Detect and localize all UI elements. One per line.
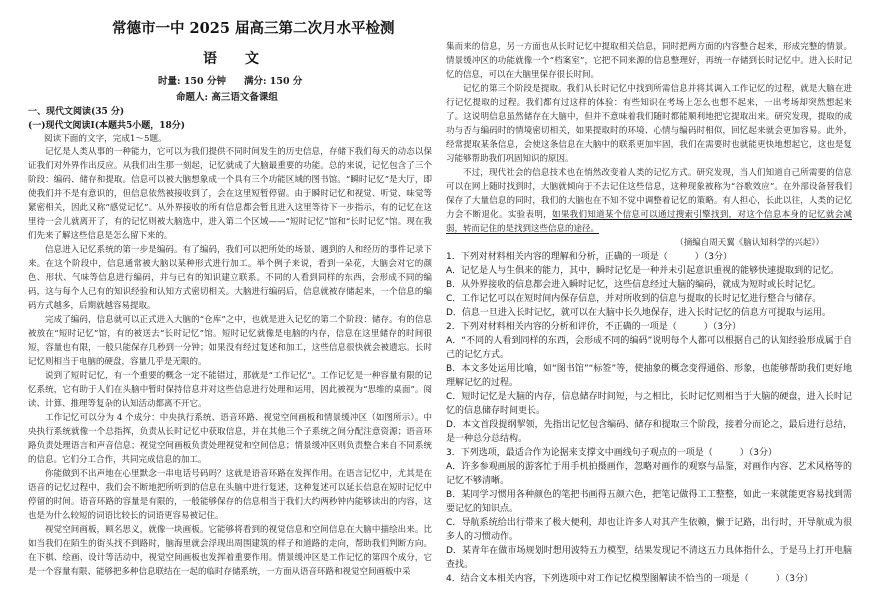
question-option: C．导航系统给出行带来了极大便利，却也让许多人对其产生依赖，懒于记路，出行时，开导航成为很多人的习惯动作。 xyxy=(446,518,852,542)
passage-paragraph-continued: 集而来的信息，另一方面也从长时记忆中提取相关信息，同时把两方面的内容整合起来，形成完整的情景。情景缓冲区的功能就像一个“档案室”，它把不同来源的信息整理好，再统一存储到长时记忆中。进入长时记忆的信息，可以在大脑里保存很长时间。 xyxy=(446,42,852,80)
section-subheading: (一)现代文阅读Ⅰ(本题共5小题，18分) xyxy=(28,121,186,131)
question-option: C．短时记忆是大脑的内存，信息储存时间短，与之相比，长时记忆则相当于大脑的硬盘，进入长时记忆的信息储存时间更长。 xyxy=(446,392,852,416)
exam-title: 常德市一中 2025 届高三第二次月水平检测 xyxy=(112,20,395,37)
question-option: A．许多参观画展的游客忙于用手机拍摄画作，忽略对画作的观察与品鉴，对画作内容、艺术风格等的记忆不够清晰。 xyxy=(446,462,852,486)
subject-title: 语 文 xyxy=(203,51,259,67)
question-option: B．某同学习惯用各种颜色的笔把书画得五颜六色，把笔记做得工工整整，如此一来就能更容易找到需要记忆的知识点。 xyxy=(446,490,852,514)
question-option: C．工作记忆可以在短时间内保存信息，并对所收到的信息与提取的长时记忆进行整合与储存。 xyxy=(446,294,822,304)
passage-paragraph: 信息进入记忆系统的第一步是编码。有了编码，我们可以把所处的场景、遇到的人和经历的事件记录下来。在这个阶段中，信息通常被大脑以某种形式进行加工。举个例子来说，看到一朵花，大脑会对它的颜色、形状、气味等信息进行编码，并与已有的知识建立联系。不同的人看到同样的东西，会形成不同的编码，这与每个人已有的知识经验和认知方式密切相关。大脑进行编码后，信息就被存储起来，一个信息的编码方式越多，后期就越容易提取。 xyxy=(28,245,432,311)
passage-paragraph: 你能做到不出声地在心里默念一串电话号码吗？这就是语音环路在发挥作用。在语言记忆中，尤其是在语音的记忆过程中，我们会不断地把所听到的信息在头脑中进行复述，这种复述可以延长信息在短时记忆中停留的时间。语音环路的容量是有限的，一般能够保存的信息相当于我们大约两秒钟内能够读出的内容，这也是为什么较短的词语比较长的词语更容易被记住。 xyxy=(28,469,432,521)
left-column xyxy=(28,145,432,595)
question-option: B．从外界接收的信息都会进入瞬时记忆，这些信息经过大脑的编码，就成为短时或长时记忆。 xyxy=(446,280,822,290)
passage-paragraph: 完成了编码，信息就可以正式进入大脑的“仓库”之中，也就是进入记忆的第二个阶段：储存。有的信息被放在“短时记忆”馆，有的被送去“长时记忆”馆。短时记忆就像是电脑的内存，信息在这里储存的时间很短，容量也有限，一般只能保存几秒到一分钟；如果没有经过复述和加工，这些信息很快就会被遗忘。长时记忆则相当于电脑的硬盘，容量几乎是无限的。 xyxy=(28,315,432,367)
question-stem: 2．下列对材料相关内容的分析和评价，不正确的一项是（ ）（3分） xyxy=(446,322,741,332)
section-heading: 一、现代文阅读(35 分) xyxy=(28,107,125,117)
right-column xyxy=(446,40,852,595)
passage-paragraph: 说到了短时记忆，有一个重要的概念一定不能错过，那就是“工作记忆”。工作记忆是一种容量有限的记忆系统，它有助于人们在头脑中暂时保持信息并对这些信息进行处理和运用，因此被视为“思维的桌面”。阅读、计算、推理等复杂的认知活动都离不开它。 xyxy=(28,371,432,409)
passage-text: 不过，现代社会的信息技术也在悄然改变着人类的记忆方式。研究发现，当人们知道自己所需要的信息可以在网上随时找到时，大脑就倾向于不去记住这些信息，这种现象被称为“谷歌效应”。在外部设备替我们保存了大量信息的同时，我们的大脑也在不知不觉中调整着记忆的策略。有人担心，长此以往，人类的记忆力会不断退化。实验表明， xyxy=(446,168,852,220)
passage-source: （摘编自周天翼《脑认知科学的兴起》） xyxy=(675,238,824,248)
passage-paragraph: 视觉空间画板，顾名思义，就像一块画板。它能够将看到的视觉信息和空间信息在大脑中描绘出来。比如当我们在陌生的街头找不到路时，脑海里就会浮现出周围建筑的样子和道路的走向，帮助我们判断方向。在下棋、绘画、设计等活动中，视觉空间画板也发挥着重要作用。情景缓冲区是工作记忆的第四个成分，它是一个容量有限、能够把多种信息联结在一起的临时存储系统，一方面从语音环路和视觉空间画板中采 xyxy=(28,525,432,577)
question-option: D．信息一旦进入长时记忆，就可以在大脑中长久地保存，进入长时记忆的信息方可提取与运用。 xyxy=(446,308,831,318)
passage-paragraph: 记忆是人类从事的一种能力，它可以为我们提供不同时间发生的历史信息，存储下我们每天的动态以保证我们对外界作出反应。从我们出生那一刻起，记忆就成了大脑最重要的功能。总的来说，记忆包含了三个阶段：编码、储存和提取。信息可以被大脑想象成一个具有三个功能区域的图书馆。“瞬时记忆”是大厅，即使我们并不是有意识的，但信息依然被接收到了，会在这里短暂停留。由于瞬时记忆和视觉、听觉、味觉等紧密相关，因此又称“感觉记忆”。从外界接收的所有信息都会暂且进入这里等待下一步指示，有的记忆在这里待一会儿就离开了，有的记忆则被大脑选中，进入第二个区域——“短时记忆”馆和“长时记忆”馆。现在我们先来了解这些信息是怎么留下来的。 xyxy=(28,147,432,241)
passage-paragraph-last xyxy=(446,166,852,236)
question-stem: 4．结合文本相关内容，下列选项中对工作记忆模型图解读不恰当的一项是（ ）（3分） xyxy=(446,574,813,584)
question-stem: 3．下列选项，最适合作为论据来支撑文中画线句子观点的一项是（ ）（3分） xyxy=(446,448,777,458)
question-option: A．“不同的人看到同样的东西，会形成不同的编码”说明每个人都可以根据自己的认知经验形成属于自己的记忆方式。 xyxy=(446,336,852,360)
question-list xyxy=(446,250,852,586)
question-option: D．本文首段提纲挈领，先指出记忆包含编码、储存和提取三个阶段，接着分而论之，最后进行总结，是一种总分总结构。 xyxy=(446,420,852,444)
exam-author: 命题人: 高三语文备课组 xyxy=(176,92,278,103)
passage-paragraph: 记忆的第三个阶段是提取。我们从长时记忆中找到所需信息并将其调入工作记忆的过程，就是大脑在进行记忆提取的过程。我们都有过这样的体验：有些知识在考场上怎么也想不起来，一出考场却突然想起来了。这说明信息虽然储存在大脑中，但并不意味着我们随时都能顺利地把它提取出来。研究发现，提取的成功与否与编码时的情境密切相关，如果提取时的环境、心情与编码时相似，回忆起来就会更加容易。此外，经常提取某条信息，会使这条信息在大脑中的联系更加牢固，我们在需要时也就能更快地想起它，这也是复习能够帮助我们巩固知识的原因。 xyxy=(446,84,852,164)
exam-full-score: 满分: 150 分 xyxy=(243,76,303,87)
question-stem: 1．下列对材料相关内容的理解和分析，正确的一项是（ ）（3分） xyxy=(446,252,732,262)
section-instruction: 阅读下面的文字，完成1～5题。 xyxy=(44,134,167,144)
question-option: B．本文多处运用比喻，如“图书馆”“标签”等，使抽象的概念变得通俗、形象，也能够帮助我们更好地理解记忆的过程。 xyxy=(446,364,852,388)
exam-time-score xyxy=(158,73,302,87)
question-option: A．记忆是人与生俱来的能力，其中，瞬时记忆是一种并未引起意识重视的能够快速提取到的记忆。 xyxy=(446,266,840,276)
question-option: D．某青年在做市场规划时想用波特五力模型，结果发现记不清这五力具体指什么，于是马上打开电脑查找。 xyxy=(446,546,852,570)
exam-time: 时量: 150 分钟 xyxy=(158,76,226,87)
underlined-sentence: 如果我们知道某个信息可以通过搜索引擎找到，对这个信息本身的记忆就会减弱，转而记住的是找到这些信息的途径。 xyxy=(446,210,852,234)
passage-paragraph: 工作记忆可以分为 4 个成分：中央执行系统、语音环路、视觉空间画板和情景缓冲区（如图所示）。中央执行系统就像一个总指挥，负责从长时记忆中获取信息，并在其他三个子系统之间分配注意资源；语音环路负责处理语言和声音信息；视觉空间画板负责处理视觉和空间信息；情景缓冲区则负责整合来自不同系统的信息。它们分工合作，共同完成信息的加工。 xyxy=(28,413,432,465)
